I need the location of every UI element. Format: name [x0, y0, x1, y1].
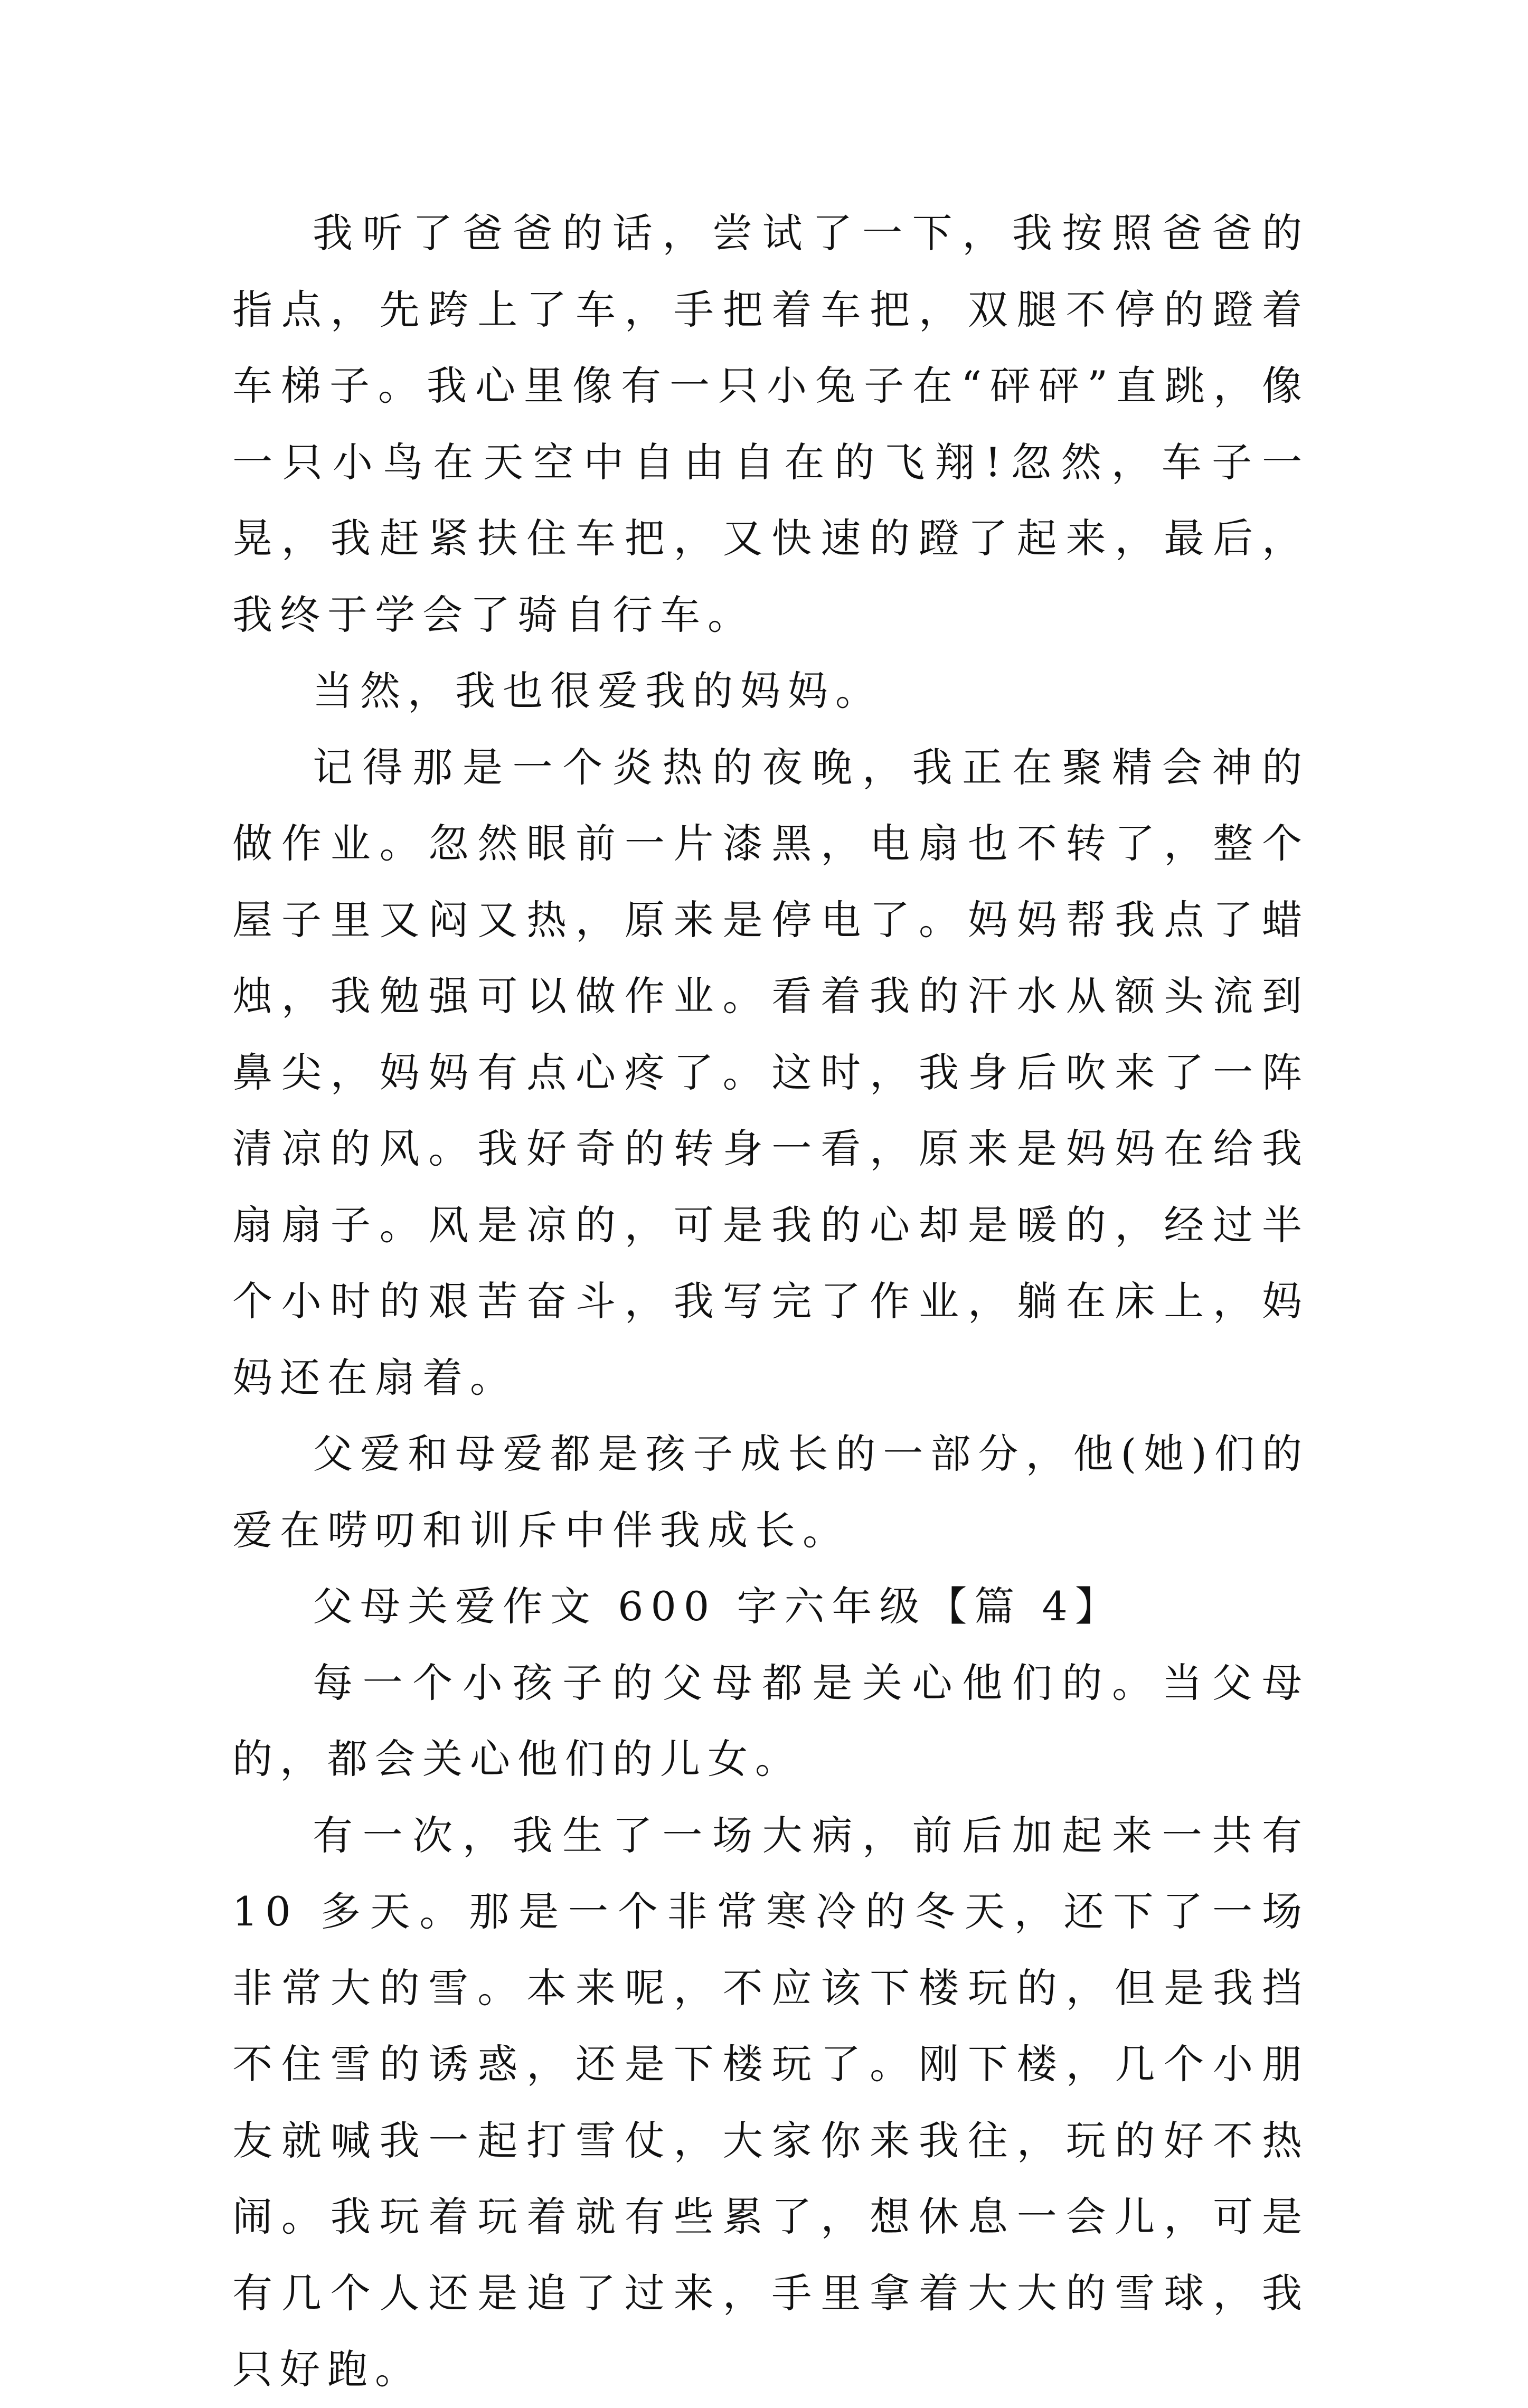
document-body [232, 195, 1309, 2408]
paragraph-parents-care: 每一个小孩子的父母都是关心他们的。当父母的，都会关心他们的儿女。 [232, 1659, 1309, 1782]
paragraph-illness: 有一次，我生了一场大病，前后加起来一共有 10 多天。那是一个非常寒冷的冬天，还下了一场非常大的雪。本来呢，不应该下楼玩的，但是我挡不住雪的诱惑，还是下楼玩了。刚下楼，几个小朋友就喊我一起打雪仗，大家你来我往，玩的好不热闹。我玩着玩着就有些累了，想休息一会儿，可是有几个人还是追了过来，手里拿着大大的雪球，我只好跑。 [232, 1811, 1309, 2393]
paragraph-hot-night: 记得那是一个炎热的夜晚，我正在聚精会神的做作业。忽然眼前一片漆黑，电扇也不转了，整个屋子里又闷又热，原来是停电了。妈妈帮我点了蜡烛，我勉强可以做作业。看着我的汗水从额头流到鼻尖，妈妈有点心疼了。这时，我身后吹来了一阵清凉的风。我好奇的转身一看，原来是妈妈在给我扇扇子。风是凉的，可是我的心却是暖的，经过半个小时的艰苦奋斗，我写完了作业，躺在床上，妈妈还在扇着。 [232, 743, 1309, 1401]
paragraph-bike: 我听了爸爸的话，尝试了一下，我按照爸爸的指点，先跨上了车，手把着车把，双腿不停的蹬着车梯子。我心里像有一只小兔子在“砰砰”直跳，像一只小鸟在天空中自由自在的飞翔!忽然，车子一晃，我赶紧扶住车把，又快速的蹬了起来，最后，我终于学会了骑自行车。 [232, 210, 1309, 638]
section-heading: 父母关爱作文 600 字六年级【篇 4】 [313, 1583, 1123, 1630]
paragraph-parents-love: 父爱和母爱都是孩子成长的一部分，他(她)们的爱在唠叨和训斥中伴我成长。 [232, 1430, 1309, 1554]
paragraph-love-mom: 当然，我也很爱我的妈妈。 [313, 667, 883, 714]
